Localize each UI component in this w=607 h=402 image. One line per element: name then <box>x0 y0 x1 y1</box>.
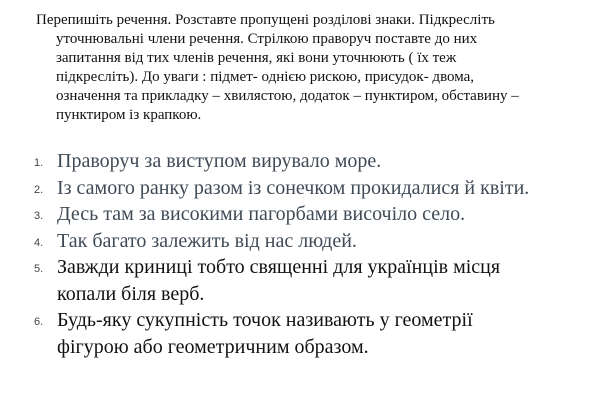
sentence-item <box>0 148 607 175</box>
sentence-text: Праворуч за виступом вирувало море. <box>57 150 382 172</box>
task-instruction <box>36 11 596 125</box>
sentence-text: Завжди криниці тобто священні для українців місця <box>57 256 501 278</box>
sentence-text-continuation: фігурою або геометричним образом. <box>57 335 369 358</box>
sentence-number: 1. <box>34 157 44 169</box>
sentence-item <box>0 228 607 255</box>
sentence-list <box>0 148 607 360</box>
sentence-number: 4. <box>34 236 44 249</box>
sentence-number: 6. <box>34 316 44 328</box>
instruction-line: уточнювальні члени речення. Стрілкою праворуч поставте до них <box>56 31 478 47</box>
instruction-line: запитання від тих членів речення, які вони уточнюють ( їх теж <box>56 50 457 66</box>
sentence-text: Десь там за високими пагорбами височіло село. <box>57 203 466 225</box>
sentence-number: 5. <box>34 263 44 275</box>
instruction-line: підкресліть). До уваги : підмет- однією рискою, присудок- двома, <box>56 69 475 85</box>
sentence-number: 3. <box>34 210 44 222</box>
sentence-text: Із самого ранку разом із сонечком прокидалися й квіти. <box>57 176 530 199</box>
sentence-item <box>0 307 607 360</box>
sentence-item <box>0 201 607 228</box>
instruction-line: пунктиром із крапкою. <box>56 107 202 123</box>
instruction-line: означення та прикладку – хвилястою, додаток – пунктиром, обставину – <box>56 88 519 104</box>
sentence-number: 2. <box>34 183 44 196</box>
sentence-item <box>0 175 607 202</box>
instruction-line: Перепишіть речення. Розставте пропущені розділові знаки. Підкресліть <box>36 12 495 28</box>
sentence-text: Будь-яку сукупність точок називають у геометрії <box>57 309 473 331</box>
sentence-text-continuation: копали біля верб. <box>57 282 205 305</box>
sentence-text: Так багато залежить від нас людей. <box>57 229 357 252</box>
sentence-item <box>0 254 607 307</box>
